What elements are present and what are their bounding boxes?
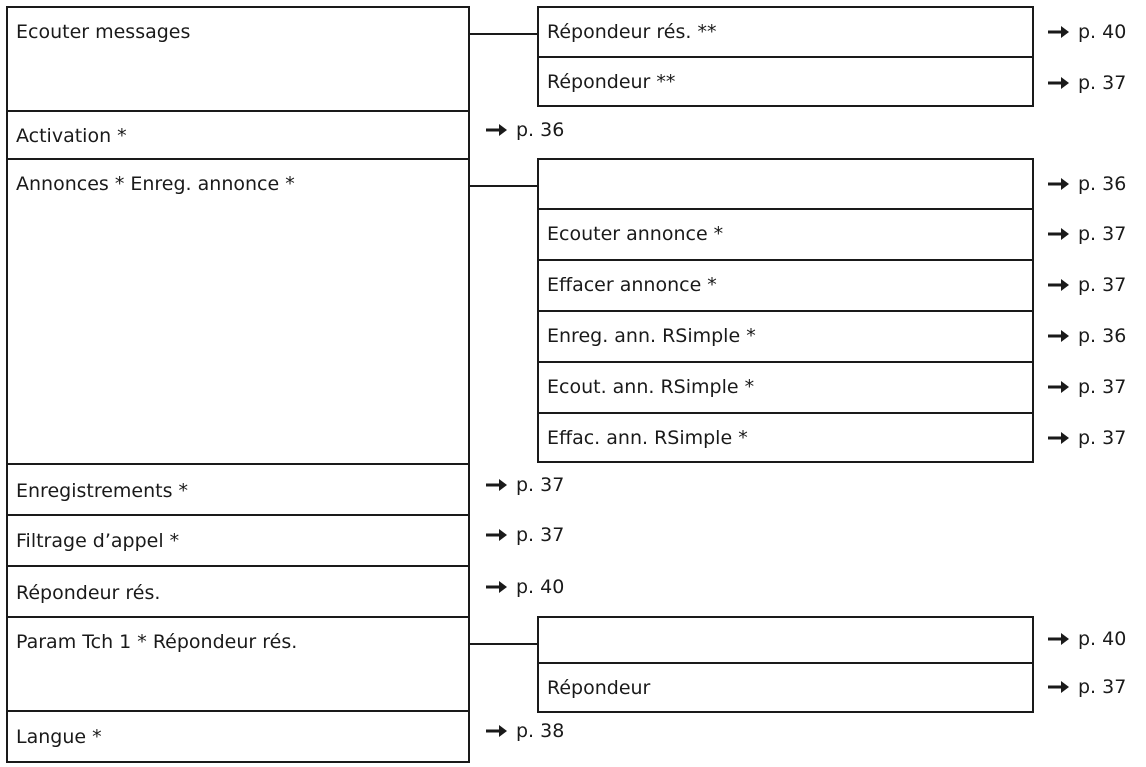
page-ref (1048, 675, 1126, 699)
main-menu-box (6, 6, 470, 763)
menu-item-activation: Activation * (16, 125, 127, 147)
submenu-item: Ecouter annonce * (547, 223, 724, 245)
page-ref (1048, 71, 1126, 95)
divider (8, 710, 468, 712)
connector-line (470, 33, 538, 35)
right-arrow-icon (1048, 329, 1070, 343)
divider (539, 662, 1032, 664)
right-arrow-icon (486, 123, 508, 137)
right-arrow-icon (1048, 278, 1070, 292)
submenu-item: Répondeur ** (547, 71, 676, 93)
page-ref-repondeur-res (486, 575, 564, 599)
divider (539, 412, 1032, 414)
page-number: p. 37 (1078, 676, 1127, 698)
page-ref (1048, 172, 1126, 196)
divider (539, 361, 1032, 363)
page-number: p. 36 (516, 119, 565, 141)
menu-item-repondeur-res: Répondeur rés. (16, 582, 161, 604)
submenu-param-box (537, 616, 1034, 713)
divider (8, 514, 468, 516)
page-ref (1048, 324, 1126, 348)
right-arrow-icon (1048, 177, 1070, 191)
page-number: p. 40 (516, 576, 565, 598)
page-number: p. 40 (1078, 21, 1127, 43)
page-number: p. 37 (1078, 427, 1127, 449)
right-arrow-icon (1048, 632, 1070, 646)
page-ref-filtrage (486, 523, 564, 547)
page-number: p. 36 (1078, 173, 1127, 195)
right-arrow-icon (486, 580, 508, 594)
submenu-item: Répondeur rés. ** (547, 21, 717, 43)
page-number: p. 37 (516, 524, 565, 546)
page-number: p. 37 (516, 474, 565, 496)
right-arrow-icon (486, 724, 508, 738)
page-ref (1048, 375, 1126, 399)
page-number: p. 37 (1078, 72, 1127, 94)
right-arrow-icon (1048, 76, 1070, 90)
page-ref (1048, 20, 1126, 44)
right-arrow-icon (486, 478, 508, 492)
divider (539, 208, 1032, 210)
submenu-annonces-box (537, 158, 1034, 463)
submenu-item: Ecout. ann. RSimple * (547, 376, 755, 398)
submenu-ecouter-box (537, 6, 1034, 107)
page-number: p. 36 (1078, 325, 1127, 347)
page-ref-activation (486, 118, 564, 142)
right-arrow-icon (1048, 227, 1070, 241)
right-arrow-icon (1048, 25, 1070, 39)
page-ref (1048, 627, 1126, 651)
menu-item-langue: Langue * (16, 726, 102, 748)
submenu-item: Effac. ann. RSimple * (547, 427, 748, 449)
page-ref (1048, 273, 1126, 297)
page-ref (1048, 426, 1126, 450)
submenu-item: Effacer annonce * (547, 274, 717, 296)
connector-line (470, 185, 538, 187)
divider (8, 616, 468, 618)
right-arrow-icon (1048, 680, 1070, 694)
right-arrow-icon (1048, 380, 1070, 394)
menu-item-enregistrements: Enregistrements * (16, 480, 189, 502)
page-number: p. 37 (1078, 223, 1127, 245)
page-number: p. 38 (516, 720, 565, 742)
divider (539, 259, 1032, 261)
divider (8, 565, 468, 567)
page-ref-langue (486, 719, 564, 743)
divider (539, 310, 1032, 312)
menu-item-annonces: Annonces * Enreg. annonce * (16, 173, 295, 195)
divider (8, 158, 468, 160)
page-ref (1048, 222, 1126, 246)
menu-item-param-tch: Param Tch 1 * Répondeur rés. (16, 631, 298, 653)
page-number: p. 37 (1078, 274, 1127, 296)
page-number: p. 37 (1078, 376, 1127, 398)
submenu-item: Enreg. ann. RSimple * (547, 325, 756, 347)
right-arrow-icon (1048, 431, 1070, 445)
page-number: p. 40 (1078, 628, 1127, 650)
menu-item-filtrage-appel: Filtrage d’appel * (16, 530, 180, 552)
divider (539, 56, 1032, 58)
menu-item-ecouter-messages: Ecouter messages (16, 21, 191, 43)
divider (8, 463, 468, 465)
submenu-item: Répondeur (547, 677, 651, 699)
divider (8, 110, 468, 112)
connector-line (470, 643, 538, 645)
page-ref-enregistrements (486, 473, 564, 497)
right-arrow-icon (486, 528, 508, 542)
